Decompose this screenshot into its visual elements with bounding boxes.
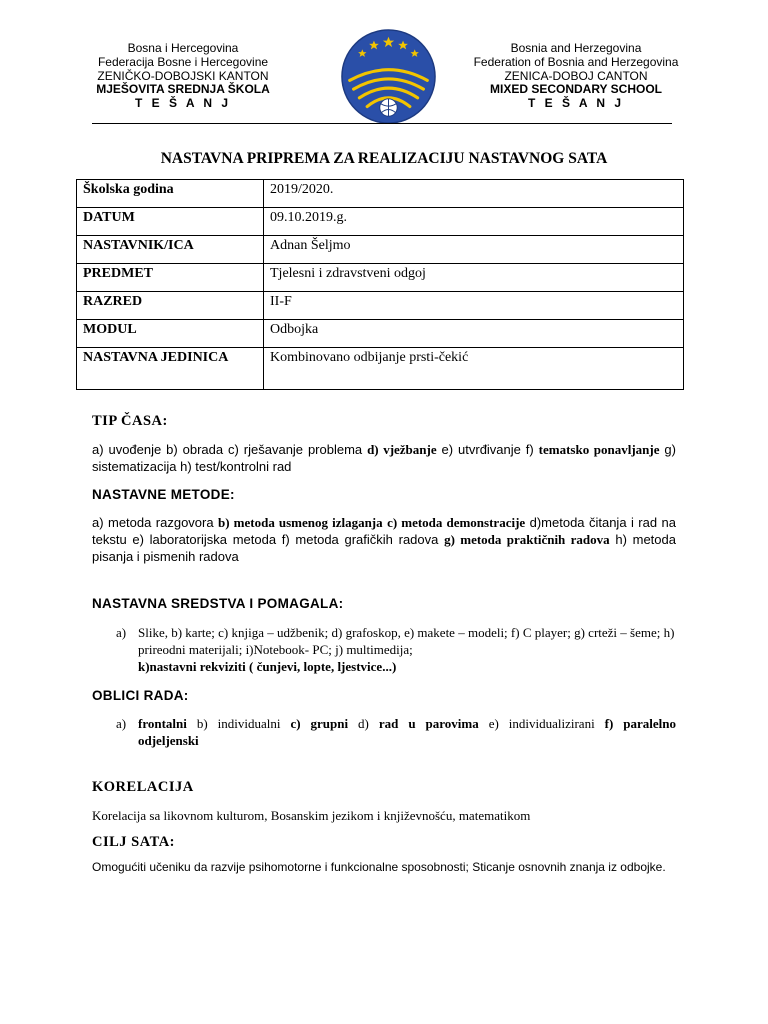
tip-casa-highlight: d) vježbanje [367,442,437,457]
oblici-item [138,715,676,749]
oblici-highlight: f) paralelno odjeljenski [138,716,677,748]
header-left [78,42,288,111]
table-row [77,236,684,264]
table-row [77,348,684,390]
info-label: NASTAVNIK/ICA [77,236,264,264]
header-right [460,42,692,111]
info-label: NASTAVNA JEDINICA [77,348,264,390]
sredstva-highlight: k)nastavni rekviziti ( čunjevi, lopte, ljestvice...) [138,659,397,674]
metode-highlight: c) metoda demonstracije [387,515,526,530]
table-row [77,320,684,348]
metode-text [92,514,676,565]
info-value: Kombinovano odbijanje prsti-čekić [264,348,684,390]
info-label: MODUL [77,320,264,348]
tip-casa-part: g) sistematizacija h) test/kontrolni rad [92,442,676,474]
oblici-part: b) individualni [186,716,291,731]
header-left-line-3: ZENIČKO-DOBOJSKI KANTON [97,68,269,83]
metode-heading: NASTAVNE METODE: [92,487,235,502]
oblici-marker: a) [116,716,127,731]
info-label: PREDMET [77,264,264,292]
metode-highlight: g) metoda praktičnih radova [444,532,610,547]
oblici-highlight: frontalni [138,716,187,731]
oblici-part: e) individualizirani [478,716,605,731]
info-value: 2019/2020. [264,180,684,208]
sredstva-marker: a) [116,625,127,640]
header-left-school: MJEŠOVITA SREDNJA ŠKOLA [96,82,270,97]
info-value: Tjelesni i zdravstveni odgoj [264,264,684,292]
metode-part: a) metoda razgovora [92,515,219,530]
tip-casa-part: e) utvrđivanje f) [436,442,539,457]
document-title: NASTAVNA PRIPREMA ZA REALIZACIJU NASTAVNOG SATA [160,150,608,167]
oblici-highlight: rad u parovima [378,716,479,731]
tip-casa-highlight: tematsko ponavljanje [538,442,660,457]
header-right-line-1: Bosnia and Herzegovina [510,41,642,55]
header-left-line-1: Bosna i Hercegovina [127,41,239,55]
sredstva-item [138,624,676,675]
info-value: II-F [264,292,684,320]
sredstva-text: Slike, b) karte; c) knjiga – udžbenik; d) grafoskop, e) makete – modeli; f) C player; g) crteži – šeme; h) prireodni materijali; i)Notebook- PC; j) multimedija; [138,625,675,657]
header-right-line-2: Federation of Bosnia and Herzegovina [473,54,679,69]
oblici-highlight: c) grupni [290,716,349,731]
info-value: Adnan Šeljmo [264,236,684,264]
tip-casa-text [92,441,676,475]
tip-casa-heading: TIP ČASA: [92,413,168,429]
korelacija-text: Korelacija sa likovnom kulturom, Bosanskim jezikom i književnošću, matematikom [92,808,531,823]
info-value: 09.10.2019.g. [264,208,684,236]
table-row [77,180,684,208]
sredstva-heading: NASTAVNA SREDSTVA I POMAGALA: [92,596,344,611]
table-row [77,292,684,320]
korelacija-heading: KORELACIJA [92,779,194,795]
cilj-heading: CILJ SATA: [92,834,176,850]
header-left-line-2: Federacija Bosne i Hercegovine [97,54,269,69]
oblici-heading: OBLICI RADA: [92,688,189,703]
header-divider [92,123,672,124]
school-logo [340,28,437,125]
sredstva-list [92,624,676,684]
tip-casa-part: a) uvođenje b) obrada c) rješavanje problema [92,442,368,457]
header-left-town: T E Š A N J [134,96,232,111]
lesson-info-table [76,179,684,390]
metode-part: h) metoda pisanja i pismenih radova [92,532,676,564]
cilj-text: Omogućiti učeniku da razvije psihomotorne i funkcionalne sposobnosti; Sticanje osnovnih znanja iz odbojke. [92,860,666,874]
oblici-list [92,715,676,755]
info-value: Odbojka [264,320,684,348]
metode-part: d)metoda čitanja i rad na tekstu e) laboratorijska metoda f) metoda grafičkih radova [92,515,676,547]
table-row [77,208,684,236]
metode-highlight: b) metoda usmenog izlaganja [218,515,383,530]
header-right-line-3: ZENICA-DOBOJ CANTON [504,68,648,83]
table-row [77,264,684,292]
header-right-town: T E Š A N J [527,96,625,111]
info-label: RAZRED [77,292,264,320]
oblici-part: d) [348,716,379,731]
header-right-school: MIXED SECONDARY SCHOOL [489,82,663,97]
info-label: DATUM [77,208,264,236]
info-label: Školska godina [77,180,264,208]
